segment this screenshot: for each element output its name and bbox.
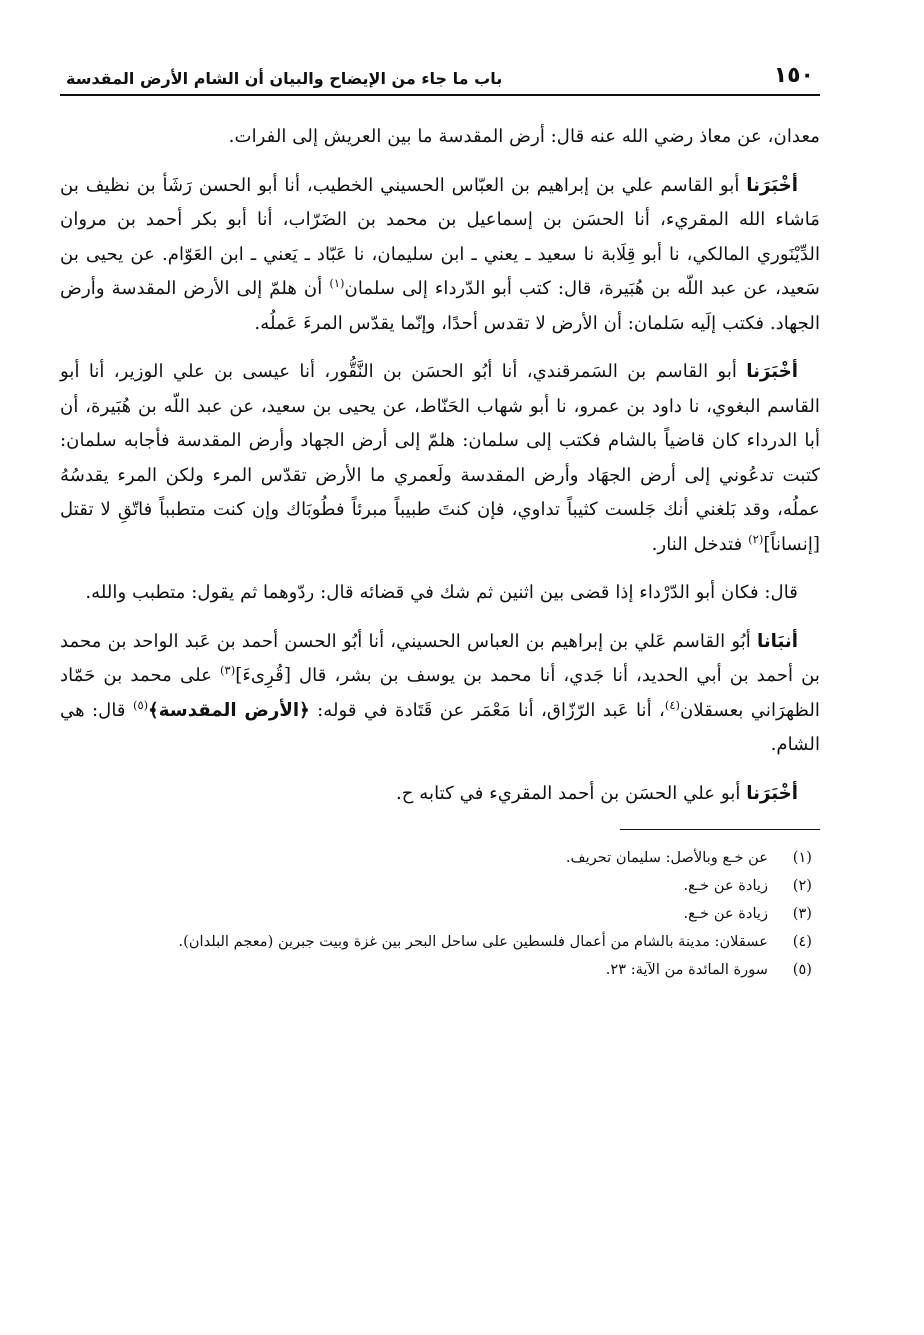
footnote-number: (٤) [792, 933, 812, 950]
text-segment: أبُو القاسم عَلي بن إبراهيم بن العباس الحسيني، أنا أبُو الحسن أحمد بن عَبد الواحد بن محمد بن أحمد بن أبي الحديد، أنا جَدي، أنا محمد بن يوسف بن بشر، قال [قُرِىءَ] [60, 630, 820, 686]
isnad-keyword: أخْبَرَنا [746, 782, 798, 804]
paragraph [60, 576, 820, 611]
isnad-keyword: أخْبَرَنا [746, 174, 798, 196]
footnote-number: (٥) [792, 961, 812, 978]
quran-quote: ﴿الأرض المقدسة﴾ [148, 699, 310, 721]
footnote-ref: (٢) [748, 531, 764, 546]
footnote-text: زيادة عن خـع. [683, 877, 768, 894]
main-text [60, 120, 820, 811]
footnote-divider [620, 829, 820, 830]
isnad-keyword: أنبَانا [757, 630, 798, 652]
footnote-item [60, 928, 812, 956]
footnote-number: (٣) [792, 905, 812, 922]
footnote-ref: (٥) [132, 697, 149, 712]
footnote-number: (٢) [792, 877, 812, 894]
isnad-keyword: أخْبَرَنا [746, 361, 798, 382]
text-segment: أبو القاسم بن السَمرقندي، أنا أبُو الحسَن بن النَّقُّور، أنا عيسى بن علي الوزير، أنا أبو القاسم البغوي، نا داود بن عمرو، نا أبو شهاب الحَنّاط، عن يحيى بن سعيد، عن عبد اللّه بن هُبَيرة، أن أبا الدرداء كان قاضياً بالشام فكتب إلى سلمان: هلمّ إلى أرض الجهاد وأرض المقدسة فأجابه سلمان: كتبت تدعُوني إلى أرض الجهَاد وأرض المقدسة ولَعمري ما الأرض تقدّس المرء ولكن المرء يقدسُهُ عملُه، وقد بَلغني أنك جَلست كثيباً تداوي، فإن كنتَ طبيباً مبرئاً فطُوبَاك وإن كنت متطبباً فاتّقِ لا تقتل [إنساناً] [60, 361, 820, 555]
text-segment: أبو علي الحسَن بن أحمد المقريء في كتابه ح. [395, 782, 747, 804]
text-segment: على محمد بن حَمّاد الظهرَاني بعسقلان [60, 665, 820, 721]
text-segment: معدان، عن معاذ رضي الله عنه قال: أرض المقدسة ما بين العريش إلى الفرات. [228, 126, 820, 147]
page-number: ١٥٠ [773, 63, 814, 88]
footnote-text: زيادة عن خـع. [683, 905, 768, 922]
paragraph [60, 777, 820, 812]
footnote-item [60, 900, 812, 928]
footnote-number: (١) [792, 849, 812, 866]
running-title: باب ما جاء من الإيضاح والبيان أن الشام الأرض المقدسة [66, 69, 503, 88]
paragraph [60, 169, 820, 342]
footnote-item [60, 956, 812, 984]
book-page [60, 52, 820, 984]
text-segment: فتدخل النار. [651, 533, 749, 555]
text-segment: ، أنا عَبد الرّزّاق، أنا مَعْمَر عن قَتَادة في قوله: [309, 699, 665, 721]
footnote-text: سورة المائدة من الآية: ٢٣. [605, 961, 768, 978]
footnote-ref: (٣) [220, 662, 236, 677]
footnote-ref: (١) [329, 275, 345, 290]
paragraph [60, 120, 820, 155]
paragraph [60, 355, 820, 562]
footnote-text: عن خـع وبالأصل: سليمان تحريف. [565, 849, 768, 866]
footnote-item [60, 872, 812, 900]
text-segment: قال: فكان أبو الدّرْداء إذا قضى بين اثنين ثم شك في قضائه قال: ردّوهما ثم يقول: متطبب والله. [85, 582, 798, 603]
page-header [60, 52, 820, 96]
text-segment: أبو القاسم علي بن إبراهيم بن العبّاس الحسيني الخطيب، أنا أبو الحسن رَشَأ بن نظيف بن مَاشاء الله المقريء، أنا الحسَن بن إسماعيل بن محمد بن الضَرّاب، أنا أبو بكر أحمد بن مروان الدِّيْنَوري المالكي، نا أبو قِلَابة نا سعيد ـ يعني ـ ابن سليمان، نا عَبّاد ـ يَعني ـ ابن العَوّام. عن يحيى بن سَعيد، عن عبد اللّه بن هُبَيرة، قال: كتب أبو الدّرداء إلى سلمان [60, 174, 821, 299]
footnote-text: عسقلان: مدينة بالشام من أعمال فلسطين على ساحل البحر بين غزة وبيت جبرين (معجم البلدان). [178, 933, 768, 950]
footnote-item [60, 844, 812, 872]
footnotes-list [60, 844, 820, 984]
footnote-ref: (٤) [664, 697, 680, 712]
text-segment: أن هلمّ إلى الأرض المقدسة وأرض الجهاد. فكتب إلَيه سَلمان: أن الأرض لا تقدس أحدًا، وإنّما يقدّس المرءَ عَملُه. [60, 278, 820, 334]
paragraph [60, 625, 820, 763]
text-segment: قال: هي الشام. [60, 699, 820, 755]
